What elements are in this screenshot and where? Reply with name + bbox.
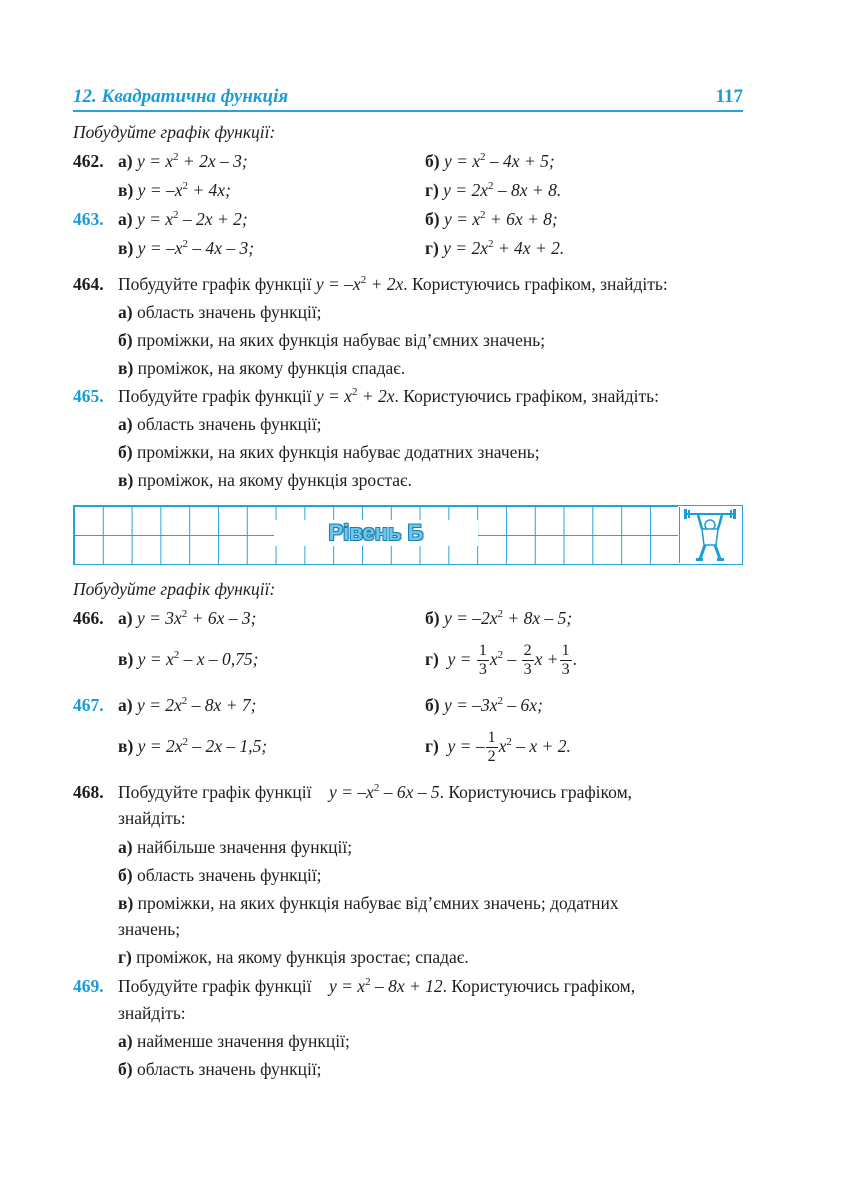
chapter-title: 12. Квадратична функція — [73, 86, 289, 107]
problem-subitem: б) проміжки, на яких функція набуває від’ємних значень; — [118, 330, 546, 350]
problem-statement: Побудуйте графік функції $y = x^2 - 8x + 12$. Користуючись графіком, — [118, 976, 636, 996]
problem-subitem: а) найбільше значення функції; — [118, 837, 353, 857]
level-banner — [73, 505, 743, 565]
fraction: $\frac{2}{3}$ — [523, 642, 532, 679]
problem-item: в) $y = -x^2 - 4x - 3$; — [118, 238, 255, 258]
problem-item: а) $y = x^2 - 2x + 2$; — [118, 209, 248, 229]
problem-number: 462. — [73, 151, 104, 171]
problem-item: б) $y = x^2 + 6x + 8$; — [425, 209, 558, 229]
problem-subitem: в) проміжок, на якому функція зростає. — [118, 470, 412, 490]
problem-number: 469. — [73, 976, 104, 996]
problem-number: 467. — [73, 695, 104, 715]
intro-instruction: Побудуйте графік функції: — [73, 579, 276, 599]
problem-number: 468. — [73, 782, 104, 802]
problem-statement: Побудуйте графік функції $y = x^2 + 2x$. Користуючись графіком, знайдіть: — [118, 386, 659, 406]
problem-item: в) $y = 2x^2 - 2x - 1,5$; — [118, 736, 268, 756]
fraction: $\frac{1}{3}$ — [561, 642, 570, 679]
page-number: 117 — [715, 86, 743, 107]
problem-item: г) y = $\frac{1}{3}$ $x^2$ – $\frac{2}{3}$ x + $\frac{1}{3}$ . — [425, 642, 577, 679]
problem-statement: Побудуйте графік функції $y = -x^2 + 2x$. Користуючись графіком, знайдіть: — [118, 274, 668, 294]
intro-instruction: Побудуйте графік функції: — [73, 122, 276, 142]
problem-subitem: в) проміжки, на яких функція набуває від’ємних значень; додатних — [118, 893, 619, 913]
problem-item: б) $y = -3x^2 - 6x$; — [425, 695, 543, 715]
problem-item: а) $y = 2x^2 - 8x + 7$; — [118, 695, 257, 715]
problem-subitem: б) область значень функції; — [118, 865, 322, 885]
problem-subitem: а) область значень функції; — [118, 414, 322, 434]
problem-statement: Побудуйте графік функції $y = -x^2 - 6x - 5$. Користуючись графіком, — [118, 782, 633, 802]
problem-number: 465. — [73, 386, 104, 406]
problem-number: 466. — [73, 608, 104, 628]
problem-item: г) $y = 2x^2 - 8x + 8$. — [425, 180, 562, 200]
problem-subitem-cont: значень; — [118, 919, 181, 939]
problem-item: г) y = – $\frac{1}{2}$ $x^2 - x + 2$. — [425, 729, 571, 766]
problem-item: в) $y = -x^2 + 4x$; — [118, 180, 231, 200]
problem-number: 463. — [73, 209, 104, 229]
problem-item: г) $y = 2x^2 + 4x + 2$. — [425, 238, 565, 258]
problem-subitem: в) проміжок, на якому функція спадає. — [118, 358, 406, 378]
weightlifter-icon — [679, 507, 740, 563]
page-header — [73, 86, 743, 112]
problem-statement-cont: знайдіть: — [118, 1003, 186, 1023]
problem-subitem: а) найменше значення функції; — [118, 1031, 350, 1051]
problem-subitem: г) проміжок, на якому функція зростає; спадає. — [118, 947, 469, 967]
level-title: Рівень Б — [274, 520, 478, 546]
problem-number: 464. — [73, 274, 104, 294]
problem-item: в) $y = x^2 - x - 0,75$; — [118, 649, 259, 669]
problem-subitem: б) область значень функції; — [118, 1059, 322, 1079]
problem-item: а) $y = x^2 + 2x - 3$; — [118, 151, 248, 171]
problem-statement-cont: знайдіть: — [118, 808, 186, 828]
problem-subitem: б) проміжки, на яких функція набуває додатних значень; — [118, 442, 540, 462]
fraction: $\frac{1}{3}$ — [478, 642, 487, 679]
problem-item: б) $y = x^2 - 4x + 5$; — [425, 151, 555, 171]
fraction: $\frac{1}{2}$ — [487, 729, 496, 766]
problem-item: б) $y = -2x^2 + 8x - 5$; — [425, 608, 573, 628]
problem-item: а) $y = 3x^2 + 6x - 3$; — [118, 608, 257, 628]
problem-subitem: а) область значень функції; — [118, 302, 322, 322]
